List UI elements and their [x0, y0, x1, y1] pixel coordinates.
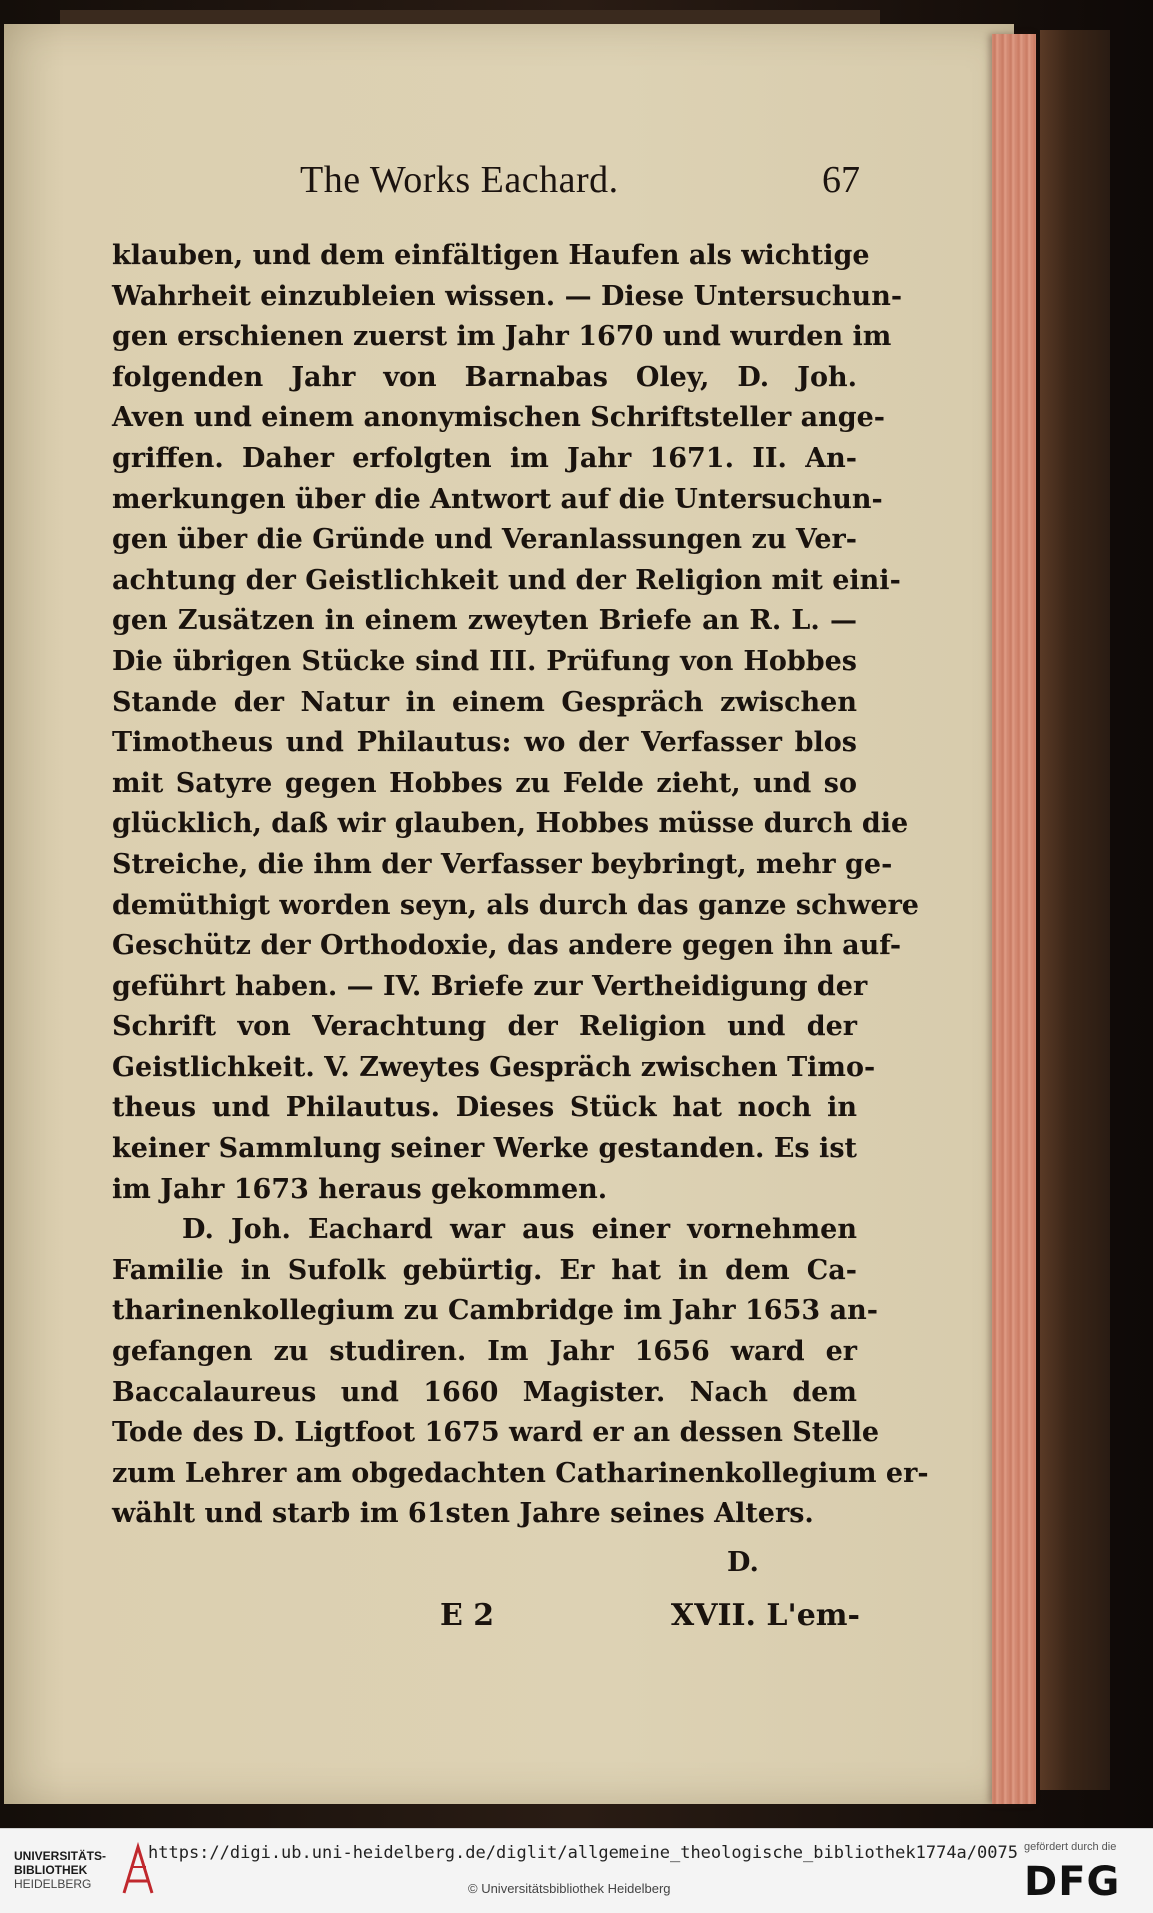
text-line: Schrift von Verachtung der Religion und der [112, 1011, 857, 1043]
library-name: BIBLIOTHEK [14, 1863, 88, 1877]
page-number: 67 [822, 159, 860, 201]
book-binding-edge [1040, 30, 1110, 1790]
page-fore-edge [992, 34, 1036, 1804]
text-line: Baccalaureus und 1660 Magister. Nach dem [112, 1376, 857, 1408]
text-line: klauben, und dem einfältigen Haufen als wichtige [112, 240, 870, 271]
page-footer [440, 1598, 860, 1642]
page-body-text [112, 236, 929, 1584]
text-line: folgenden Jahr von Barnabas Oley, D. Joh. [112, 361, 857, 393]
text-line: Geschütz der Orthodoxie, das andere gegen ihn auf- [112, 930, 902, 962]
text-line: Wahrheit einzubleien wissen. — Diese Untersuchun- [112, 280, 903, 312]
text-line: zum Lehrer am obgedachten Catharinenkollegium er- [112, 1457, 929, 1489]
viewer-footer [0, 1828, 1153, 1913]
text-line: im Jahr 1673 heraus gekommen. [112, 1173, 608, 1205]
library-logo [14, 1849, 134, 1891]
text-line: gefangen zu studiren. Im Jahr 1656 ward er [112, 1336, 857, 1368]
text-line: keiner Sammlung seiner Werke gestanden. Es ist [112, 1133, 857, 1165]
dfg-funding-logo [1024, 1841, 1144, 1905]
text-line: theus und Philautus. Dieses Stück hat noch in [112, 1092, 857, 1124]
running-title: The Works Eachard. [300, 159, 619, 201]
text-line: mit Satyre gegen Hobbes zu Felde zieht, und so [112, 767, 857, 799]
text-line: merkungen über die Antwort auf die Untersuchun- [112, 483, 883, 515]
permalink-url[interactable]: https://digi.ub.uni-heidelberg.de/diglit/allgemeine_theologische_bibliothek1774a/0075 [148, 1843, 1018, 1863]
text-line: Timotheus und Philautus: wo der Verfasser blos [112, 727, 857, 759]
text-line: D. Joh. Eachard war aus einer vornehmen [182, 1214, 857, 1246]
text-line: Familie in Sufolk gebürtig. Er hat in dem Ca- [112, 1254, 857, 1286]
catchword: XVII. L'em- [670, 1598, 860, 1633]
text-line: Stande der Natur in einem Gespräch zwischen [112, 686, 857, 718]
dfg-logo: DFG [1024, 1859, 1121, 1905]
text-line: wählt und starb im 61sten Jahre seines Alters. [112, 1498, 814, 1530]
text-line: Die übrigen Stücke sind III. Prüfung von Hobbes [112, 645, 857, 677]
copyright-notice: © Universitätsbibliothek Heidelberg [468, 1881, 671, 1896]
text-line: glücklich, daß wir glauben, Hobbes müsse durch die [112, 808, 909, 840]
text-line: achtung der Geistlichkeit und der Religion mit eini- [112, 564, 901, 596]
library-name: UNIVERSITÄTS- [14, 1849, 107, 1863]
text-line: Aven und einem anonymischen Schriftsteller ange- [112, 402, 885, 434]
text-line: griffen. Daher erfolgten im Jahr 1671. II. An- [112, 442, 857, 474]
signature-mark: E 2 [440, 1598, 495, 1633]
text-line: Geistlichkeit. V. Zweytes Gespräch zwischen Timo- [112, 1051, 876, 1083]
text-line: tharinenkollegium zu Cambridge im Jahr 1653 an- [112, 1295, 878, 1327]
text-line: Streiche, die ihm der Verfasser beybringt, mehr ge- [112, 848, 893, 880]
text-line: gen über die Gründe und Veranlassungen zu Ver- [112, 524, 857, 556]
text-line: D. [727, 1547, 759, 1578]
text-line: gen erschienen zuerst im Jahr 1670 und wurden im [112, 321, 892, 353]
library-name: HEIDELBERG [14, 1877, 92, 1891]
text-line: demüthigt worden seyn, als durch das ganze schwere [112, 889, 919, 921]
funding-caption: gefördert durch die [1024, 1841, 1117, 1853]
text-line: Tode des D. Ligtfoot 1675 ward er an dessen Stelle [112, 1417, 880, 1449]
text-line: gen Zusätzen in einem zweyten Briefe an R. L. — [112, 605, 857, 637]
page-header [300, 158, 860, 208]
text-line: geführt haben. — IV. Briefe zur Vertheidigung der [112, 970, 868, 1002]
